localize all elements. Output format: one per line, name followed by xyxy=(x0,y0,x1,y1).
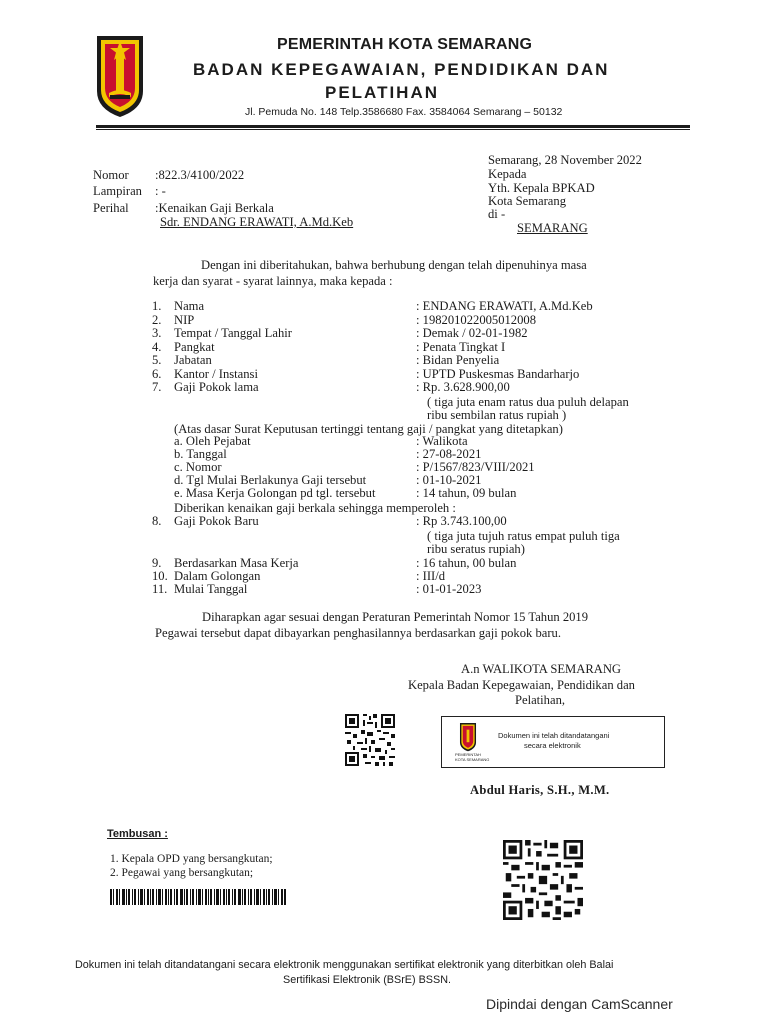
item-value: : III/d xyxy=(416,569,446,583)
nomor-label: Nomor xyxy=(93,168,129,182)
city-coat-of-arms-logo xyxy=(94,33,146,119)
item-label: Gaji Pokok Baru xyxy=(174,514,259,528)
item-number: 2. xyxy=(152,313,162,327)
item-value: : P/1567/823/VIII/2021 xyxy=(416,460,535,474)
cc-title: Tembusan : xyxy=(107,828,168,840)
item-value: : 16 tahun, 00 bulan xyxy=(416,556,517,570)
item-value: : Demak / 02-01-1982 xyxy=(416,326,528,340)
item-label: b. Tanggal xyxy=(174,447,227,461)
place-date: Semarang, 28 November 2022 xyxy=(488,153,642,167)
raise-intro: Diberikan kenaikan gaji berkala sehingga memperoleh : xyxy=(174,501,456,515)
perihal-subject-name: Sdr. ENDANG ERAWATI, A.Md.Keb xyxy=(160,215,354,229)
item-value: : 01-10-2021 xyxy=(416,473,482,487)
item-number: 3. xyxy=(152,326,162,340)
esign-seal-icon xyxy=(458,722,478,752)
item-label: Kantor / Instansi xyxy=(174,367,258,381)
old-salary-words-2: ribu sembilan ratus rupiah ) xyxy=(427,408,567,422)
agency-header-line1: PEMERINTAH KOTA SEMARANG xyxy=(277,36,533,53)
item-number: 10. xyxy=(152,569,168,583)
signature-qr-code-icon xyxy=(343,712,397,768)
di-label: di - xyxy=(488,207,506,221)
old-salary-words-1: ( tiga juta enam ratus dua puluh delapan xyxy=(427,395,629,409)
item-value: : 14 tahun, 09 bulan xyxy=(416,486,517,500)
esign-seal-caption-1: PEMERINTAH xyxy=(455,752,481,757)
lampiran-label: Lampiran xyxy=(93,184,142,198)
perihal-label: Perihal xyxy=(93,201,129,215)
electronic-signature-box xyxy=(441,716,665,768)
perihal-value: :Kenaikan Gaji Berkala xyxy=(155,201,274,215)
header-rule xyxy=(96,125,690,128)
signatory-on-behalf: A.n WALIKOTA SEMARANG xyxy=(461,662,622,676)
cc-item: 1. Kepala OPD yang bersangkutan; xyxy=(110,853,273,865)
item-value: : 27-08-2021 xyxy=(416,447,482,461)
item-number: 1. xyxy=(152,299,162,313)
footer-esign-notice-line1: Dokumen ini telah ditandatangani secara elektronik menggunakan sertifikat elektronik yang diterbitkan oleh Balai xyxy=(75,959,614,971)
item-label: Pangkat xyxy=(174,340,215,354)
item-label: Tempat / Tanggal Lahir xyxy=(174,326,292,340)
document-qr-code-icon xyxy=(503,840,583,920)
decree-intro: (Atas dasar Surat Keputusan tertinggi tentang gaji / pangkat yang ditetapkan) xyxy=(174,422,563,436)
esign-text-line2: secara elektronik xyxy=(524,741,581,750)
cc-item: 2. Pegawai yang bersangkutan; xyxy=(110,867,254,879)
item-label: Jabatan xyxy=(174,353,212,367)
footer-esign-notice-line2: Sertifikasi Elektronik (BSrE) BSSN. xyxy=(283,974,451,986)
item-number: 5. xyxy=(152,353,162,367)
esign-seal-caption-2: KOTA SEMARANG xyxy=(455,757,490,762)
item-label: c. Nomor xyxy=(174,460,222,474)
signatory-title-line1: Kepala Badan Kepegawaian, Pendidikan dan xyxy=(408,678,635,692)
item-number: 7. xyxy=(152,380,162,394)
item-label: Gaji Pokok lama xyxy=(174,380,259,394)
agency-header-line2: BADAN KEPEGAWAIAN, PENDIDIKAN DAN xyxy=(193,60,610,79)
item-number: 9. xyxy=(152,556,162,570)
intro-line1: Dengan ini diberitahukan, bahwa berhubung dengan telah dipenuhinya masa xyxy=(201,258,587,272)
lampiran-value: : - xyxy=(155,184,166,198)
kepada-label: Kepada xyxy=(488,167,527,181)
new-salary-words-1: ( tiga juta tujuh ratus empat puluh tiga xyxy=(427,529,620,543)
intro-line2: kerja dan syarat - syarat lainnya, maka kepada : xyxy=(153,274,393,288)
addressee-city: SEMARANG xyxy=(517,221,588,235)
item-value: : Walikota xyxy=(416,434,468,448)
signatory-title-line2: Pelatihan, xyxy=(515,693,566,707)
item-number: 4. xyxy=(152,340,162,354)
item-value: : Bidan Penyelia xyxy=(416,353,500,367)
signatory-name: Abdul Haris, S.H., M.M. xyxy=(470,783,610,797)
agency-address: Jl. Pemuda No. 148 Telp.3586680 Fax. 3584064 Semarang – 50132 xyxy=(245,106,563,118)
item-value: : Rp 3.743.100,00 xyxy=(416,514,507,528)
item-number: 8. xyxy=(152,514,162,528)
item-label: Nama xyxy=(174,299,205,313)
item-number: 6. xyxy=(152,367,162,381)
scanner-watermark: Dipindai dengan CamScanner xyxy=(486,996,673,1012)
addressee-city-line: Kota Semarang xyxy=(488,194,566,208)
item-value: : 198201022005012008 xyxy=(416,313,536,327)
header-rule-thin xyxy=(96,129,690,130)
item-label: e. Masa Kerja Golongan pd tgl. tersebut xyxy=(174,486,376,500)
closing-line2: Pegawai tersebut dapat dibayarkan penghasilannya berdasarkan gaji pokok baru. xyxy=(155,626,562,640)
esign-text-line1: Dokumen ini telah ditandatangani xyxy=(498,731,610,740)
item-label: Berdasarkan Masa Kerja xyxy=(174,556,299,570)
item-label: a. Oleh Pejabat xyxy=(174,434,251,448)
agency-header-line3: PELATIHAN xyxy=(325,83,440,102)
item-value: : 01-01-2023 xyxy=(416,582,482,596)
new-salary-words-2: ribu seratus rupiah) xyxy=(427,542,525,556)
item-value: : ENDANG ERAWATI, A.Md.Keb xyxy=(416,299,593,313)
closing-line1: Diharapkan agar sesuai dengan Peraturan Pemerintah Nomor 15 Tahun 2019 xyxy=(202,610,589,624)
item-value: : UPTD Puskesmas Bandarharjo xyxy=(416,367,580,381)
item-label: Dalam Golongan xyxy=(174,569,261,583)
item-value: : Penata Tingkat I xyxy=(416,340,506,354)
item-label: Mulai Tanggal xyxy=(174,582,248,596)
item-label: d. Tgl Mulai Berlakunya Gaji tersebut xyxy=(174,473,367,487)
item-value: : Rp. 3.628.900,00 xyxy=(416,380,510,394)
addressee-title: Yth. Kepala BPKAD xyxy=(488,181,595,195)
item-label: NIP xyxy=(174,313,195,327)
document-barcode-icon xyxy=(110,889,286,905)
item-number: 11. xyxy=(152,582,168,596)
nomor-value: :822.3/4100/2022 xyxy=(155,168,245,182)
